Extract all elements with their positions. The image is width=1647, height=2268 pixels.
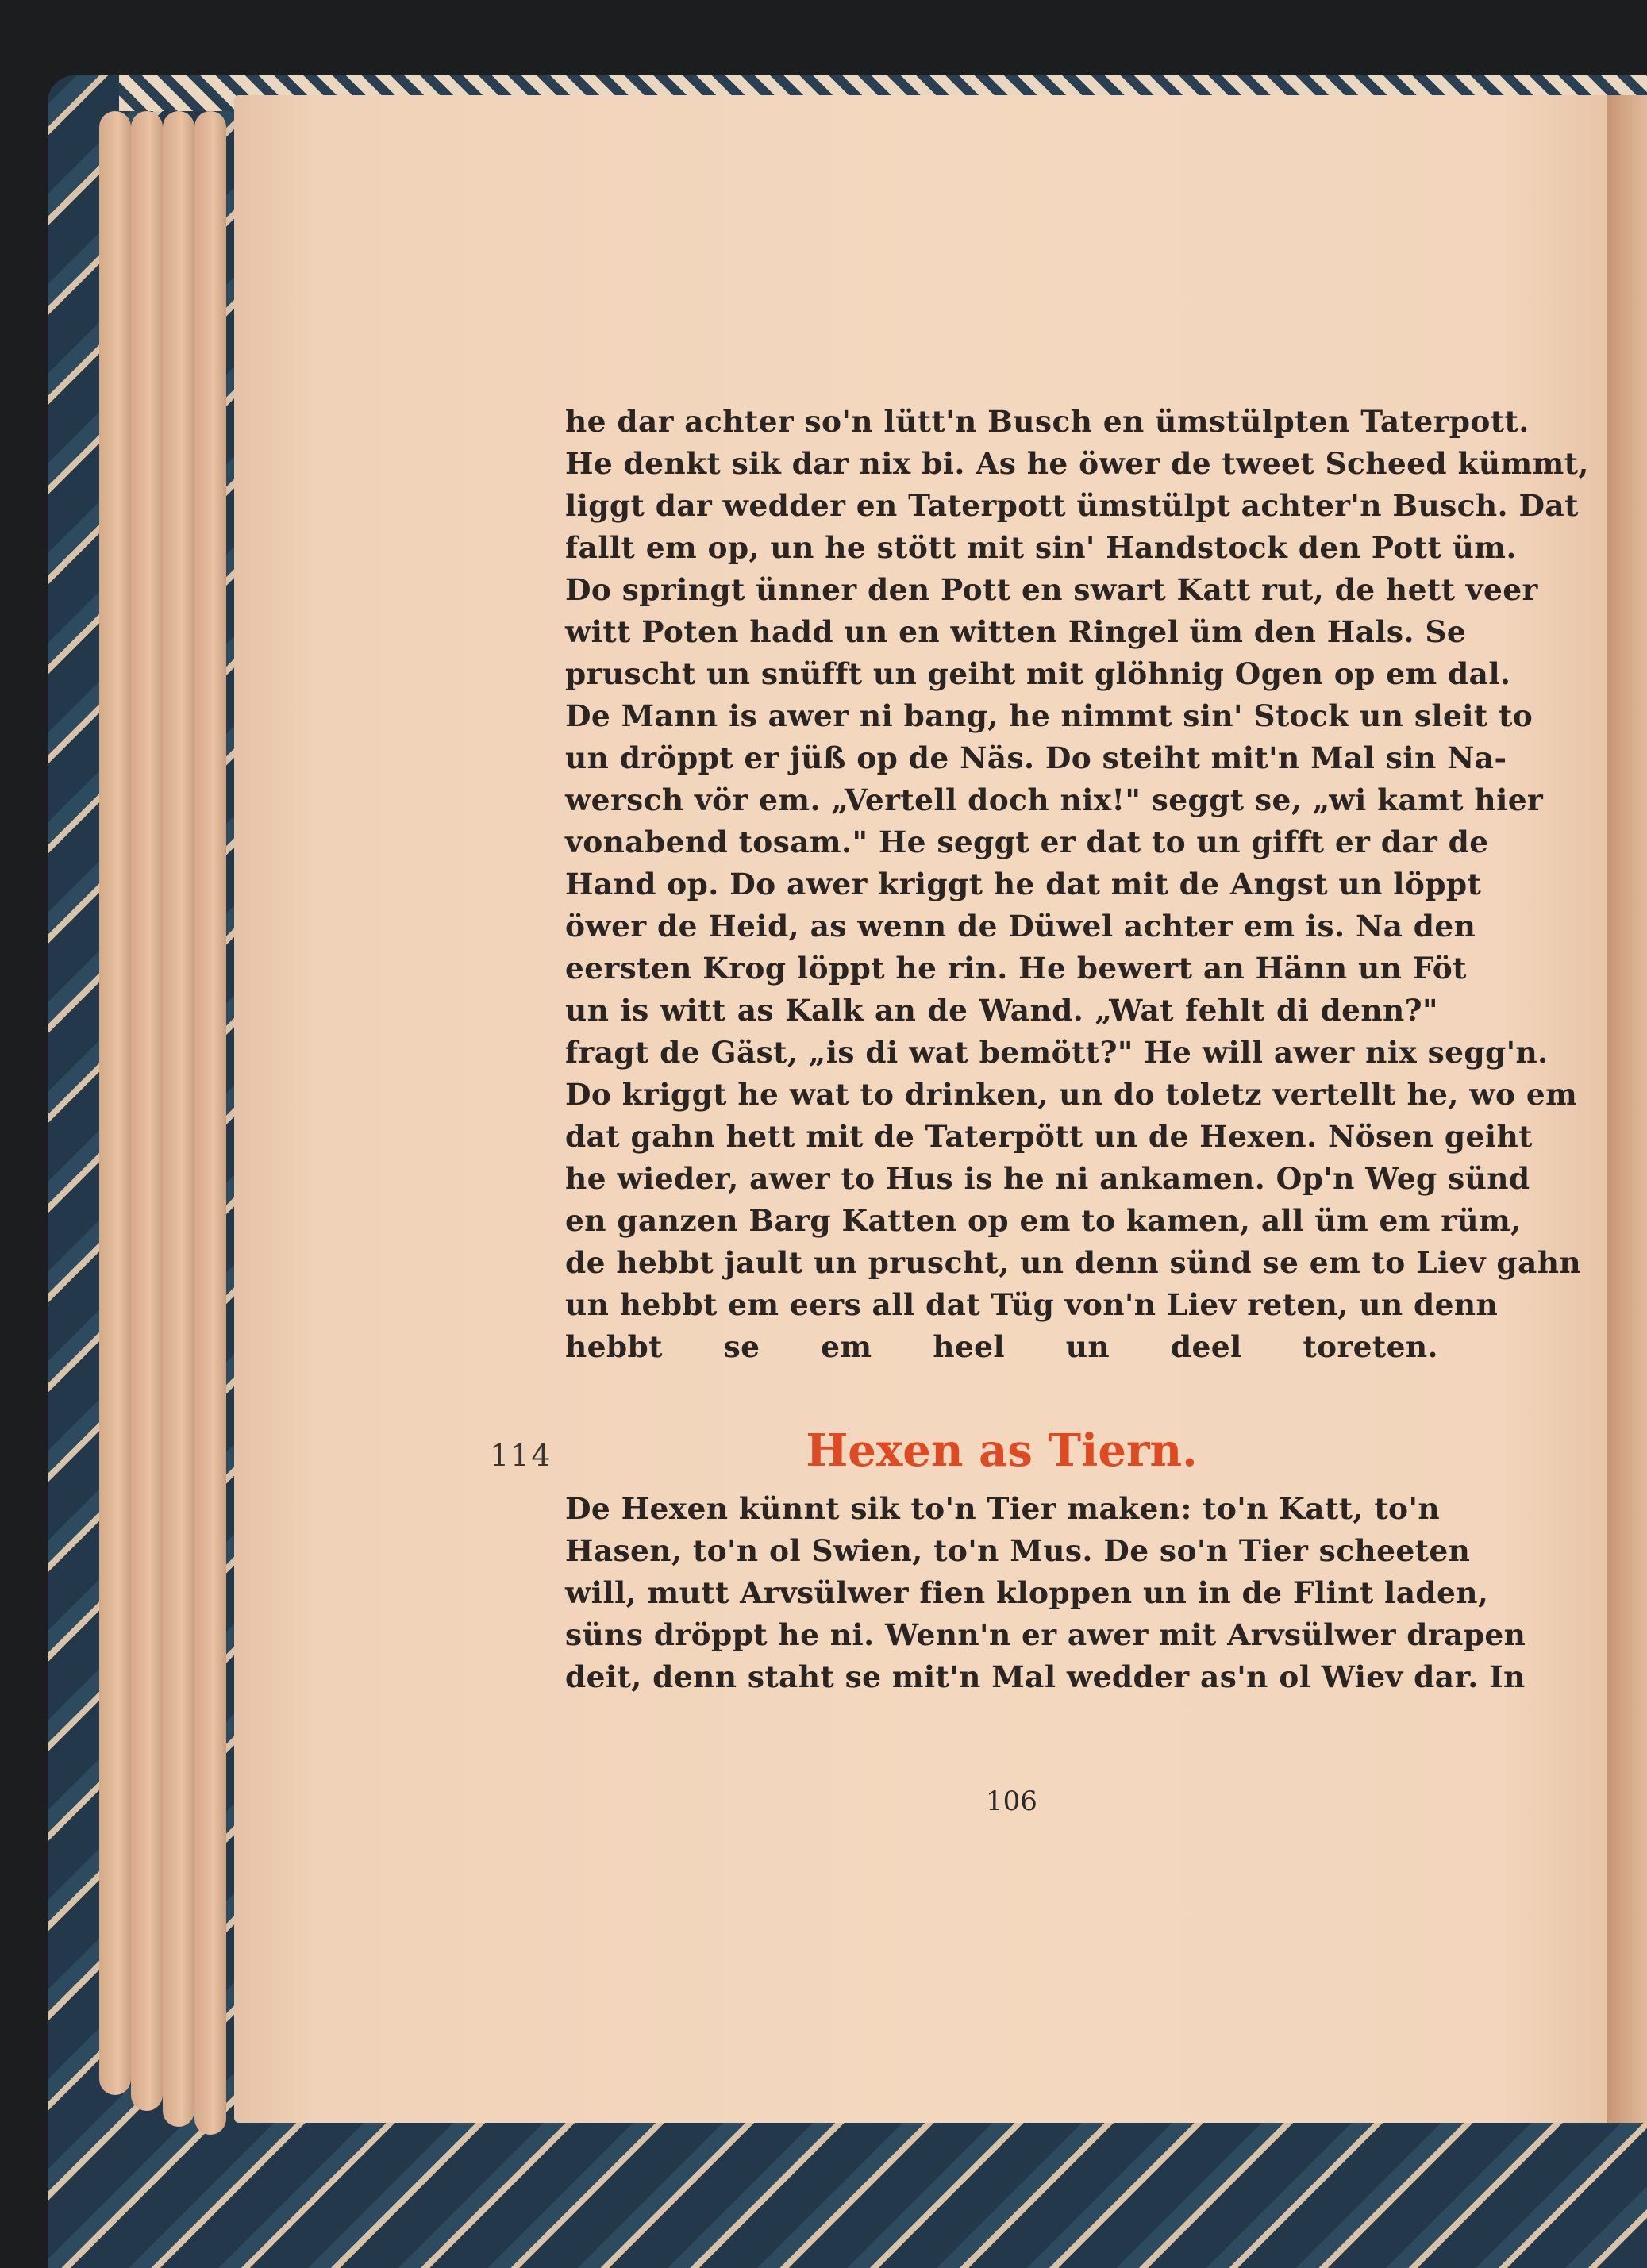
page-edge: [99, 111, 131, 2095]
text-line: deit, denn staht se mit'n Mal wedder as'n ol Wiev dar. In: [565, 1659, 1526, 1694]
text-line: dat gahn hett mit de Taterpött un de Hexen. Nösen geiht: [565, 1119, 1533, 1154]
text-block-continued: [565, 401, 1589, 1368]
text-line: un hebbt em eers all dat Tüg von'n Liev reten, un denn: [565, 1287, 1499, 1322]
text-line: witt Poten hadd un en witten Ringel üm den Hals. Se: [565, 614, 1467, 649]
text-line: un dröppt er jüß op de Näs. Do steiht mit'n Mal sin Na-: [565, 740, 1507, 775]
page-number: 106: [986, 1786, 1037, 1817]
text-line: will, mutt Arvsülwer fien kloppen un in de Flint laden,: [565, 1575, 1489, 1610]
text-line: pruscht un snüfft un geiht mit glöhnig Ogen op em dal.: [565, 656, 1511, 691]
text-line: süns dröppt he ni. Wenn'n er awer mit Arvsülwer drapen: [565, 1617, 1526, 1652]
text-line: un is witt as Kalk an de Wand. „Wat fehlt di denn?": [565, 993, 1438, 1028]
text-line: Do kriggt he wat to drinken, un do toletz vertellt he, wo em: [565, 1077, 1578, 1112]
section-number: 114: [490, 1438, 552, 1473]
text-line: en ganzen Barg Katten op em to kamen, all üm em rüm,: [565, 1203, 1522, 1238]
text-line: Do springt ünner den Pott en swart Katt rut, de hett veer: [565, 572, 1538, 607]
page-edge: [194, 111, 226, 2135]
page-edge: [131, 111, 163, 2111]
text-line: wersch vör em. „Vertell doch nix!" seggt se, „wi kamt hier: [565, 782, 1544, 817]
text-line: eersten Krog löppt he rin. He bewert an Hänn un Föt: [565, 951, 1467, 986]
text-line: he wieder, awer to Hus is he ni ankamen. Op'n Weg sünd: [565, 1161, 1530, 1196]
text-line: öwer de Heid, as wenn de Düwel achter em is. Na den: [565, 909, 1476, 944]
text-line: Hand op. Do awer kriggt he dat mit de Angst un löppt: [565, 867, 1482, 901]
text-line: fallt em op, un he stött mit sin' Handstock den Pott üm.: [565, 530, 1517, 565]
text-line: liggt dar wedder en Taterpott ümstülpt achter'n Busch. Dat: [565, 488, 1579, 523]
text-line: vonabend tosam." He seggt er dat to un gifft er dar de: [565, 825, 1489, 859]
text-line: fragt de Gäst, „is di wat bemött?" He will awer nix segg'n.: [565, 1035, 1549, 1070]
page-edge: [163, 111, 194, 2127]
text-line: He denkt sik dar nix bi. As he öwer de tweet Scheed kümmt,: [565, 446, 1589, 481]
text-line: hebbt se em heel un deel toreten.: [565, 1329, 1438, 1364]
text-line: he dar achter so'n lütt'n Busch en ümstülpten Taterpott.: [565, 404, 1530, 439]
text-line: de hebbt jault un pruscht, un denn sünd se em to Liev gahn: [565, 1245, 1582, 1280]
text-block-new: [565, 1488, 1526, 1698]
text-line: De Hexen künnt sik to'n Tier maken: to'n Katt, to'n: [565, 1491, 1441, 1526]
text-line: Hasen, to'n ol Swien, to'n Mus. De so'n Tier scheeten: [565, 1533, 1471, 1568]
text-line: De Mann is awer ni bang, he nimmt sin' Stock un sleit to: [565, 698, 1533, 733]
section-heading: Hexen as Tiern.: [806, 1424, 1198, 1477]
book-gutter: [1607, 95, 1647, 2123]
